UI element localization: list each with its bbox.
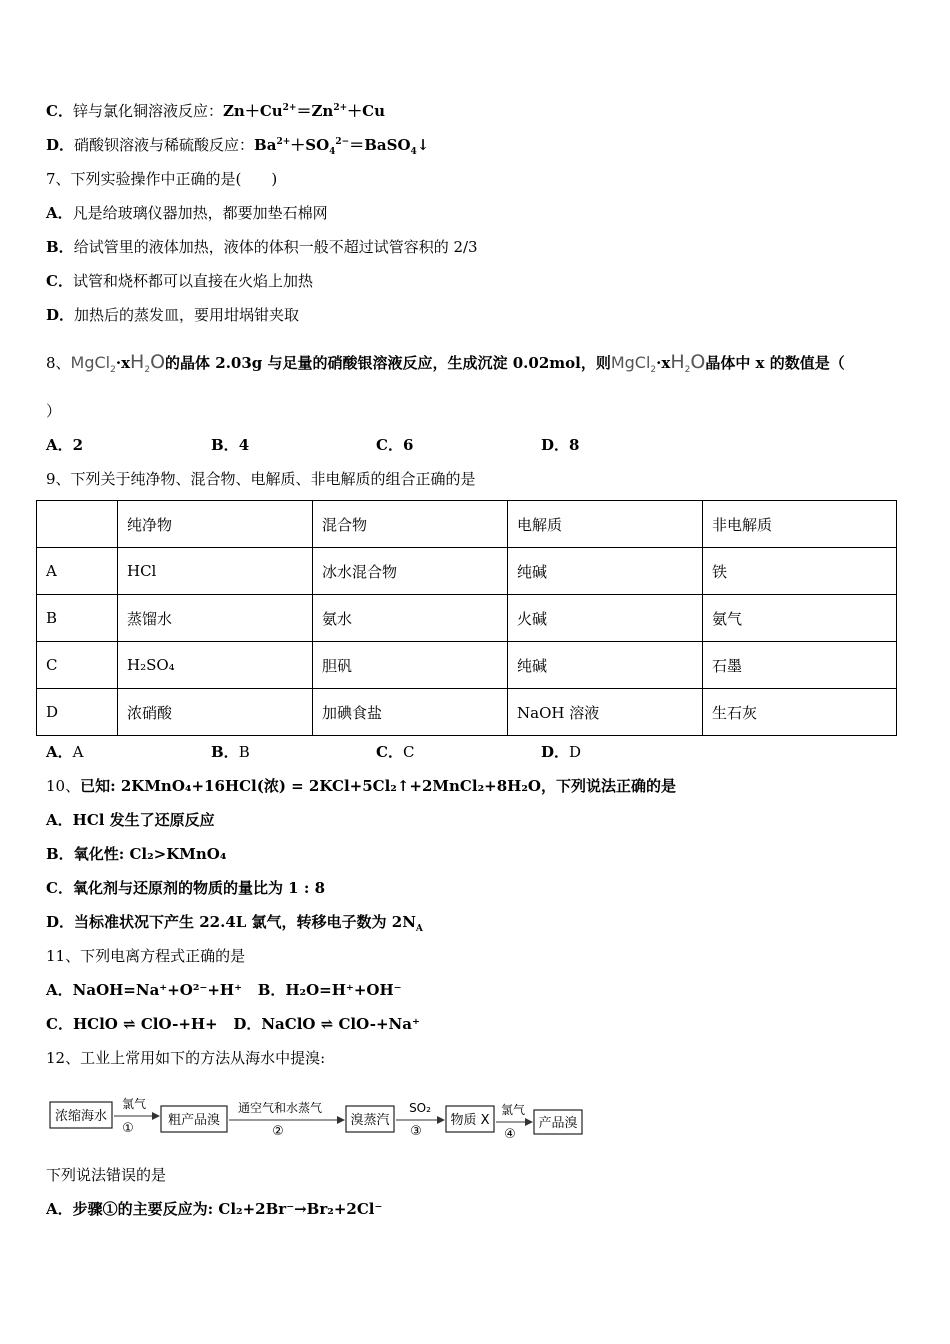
q11-option-d: D．NaClO ⇌ ClO-+Na⁺	[233, 1015, 420, 1033]
table-header-row: 纯净物 混合物 电解质 非电解质	[37, 501, 897, 548]
q11-options-ab	[46, 980, 402, 1000]
q6-option-c: C．锌与氯化铜溶液反应：$Zn+Cu^{2+}=Zn^{2+}+Cu$	[46, 102, 386, 120]
table-row: B 蒸馏水 氨水 火碱 氨气	[37, 595, 897, 642]
flow-arrow-4-top: 氯气	[500, 1103, 526, 1117]
q8-option-c: C．6	[376, 436, 414, 454]
q11-options-cd	[46, 1014, 420, 1034]
table-row: D 浓硝酸 加碘食盐 NaOH 溶液 生石灰	[37, 689, 897, 736]
flow-box-3-label: 溴蒸汽	[350, 1113, 390, 1128]
q12-stem: 12、工业上常用如下的方法从海水中提溴:	[46, 1049, 326, 1067]
table-row: A HCl 冰水混合物 纯碱 铁	[37, 548, 897, 595]
q12-option-a: A．步骤①的主要反应为: Cl₂+2Br⁻→Br₂+2Cl⁻	[46, 1200, 383, 1218]
q8-option-d: D．8	[541, 436, 580, 454]
flow-box-5-label: 产品溴	[538, 1116, 578, 1131]
q8-option-a: A．2	[46, 436, 84, 454]
flow-box-4-label: 物质 X	[450, 1113, 490, 1128]
q10-stem: 10、已知: 2KMnO₄+16HCl(浓) = 2KCl+5Cl₂↑+2MnCl₂+8H₂O，下列说法正确的是	[46, 777, 676, 795]
q10-option-b: B．氧化性: Cl₂>KMnO₄	[46, 845, 227, 863]
flow-arrow-1-bottom: ①	[122, 1121, 134, 1136]
q7-option-b: B．给试管里的液体加热，液体的体积一般不超过试管容积的 2/3	[46, 238, 478, 256]
q8-options	[46, 435, 706, 455]
q10-option-d: D．当标准状况下产生 22.4L 氯气，转移电子数为 $2N_A$	[46, 913, 423, 934]
q9-stem: 9、下列关于纯净物、混合物、电解质、非电解质的组合正确的是	[46, 470, 476, 488]
q6-option-d: D．硝酸钡溶液与稀硫酸反应：$Ba^{2+}+SO_4^{2-}=BaSO_4↓$	[46, 136, 430, 157]
h2o-formula: $H_2O$	[130, 351, 166, 376]
q11-option-a: A．NaOH=Na⁺+O²⁻+H⁺	[46, 981, 243, 999]
q8-option-b: B．4	[211, 436, 250, 454]
flow-arrow-1-top: 氯气	[121, 1097, 147, 1111]
mgcl2-formula-2: MgCl$_2$	[610, 353, 657, 376]
flow-box-2-label: 粗产品溴	[167, 1113, 221, 1128]
flow-arrow-2-bottom: ②	[272, 1124, 284, 1139]
q9-option-b: B．B	[211, 743, 250, 761]
flow-arrow-4-bottom: ④	[504, 1127, 516, 1142]
q9-option-c: C．C	[376, 743, 415, 761]
flow-arrow-3-bottom: ③	[410, 1124, 422, 1139]
q9-option-a: A．A	[46, 743, 84, 761]
flow-arrow-3-top: SO₂	[409, 1101, 431, 1115]
q12-question: 下列说法错误的是	[46, 1166, 167, 1184]
q7-option-a: A．凡是给玻璃仪器加热，都要加垫石棉网	[46, 204, 328, 222]
mgcl2-formula: MgCl$_2$	[70, 353, 116, 376]
q7-option-d: D．加热后的蒸发皿，要用坩埚钳夹取	[46, 306, 300, 324]
q10-option-a: A．HCl 发生了还原反应	[46, 811, 215, 829]
q9-options	[46, 742, 706, 762]
q7-stem: 7、下列实验操作中正确的是( )	[46, 170, 278, 188]
bromine-extraction-flowchart	[48, 1092, 588, 1144]
q7-option-c: C．试管和烧杯都可以直接在火焰上加热	[46, 272, 313, 290]
q9-option-d: D．D	[541, 743, 582, 761]
q8-stem: 8、$MgCl_2\cdot xH_2O$的晶体 2.03g 与足量的硝酸银溶液反应，生成沉淀 0.02mol，则$MgCl_2\cdot xH_2O$晶体中 x 的数值是（	[46, 351, 845, 376]
q10-option-c: C．氧化剂与还原剂的物质的量比为 1 : 8	[46, 879, 326, 897]
q9-table	[36, 500, 897, 736]
q11-option-c: C．HClO ⇌ ClO-+H+	[46, 1015, 218, 1033]
flow-arrow-2-top: 通空气和水蒸气	[237, 1101, 323, 1115]
h2o-formula-2: $H_2O$	[670, 351, 706, 376]
q11-option-b: B．H₂O=H⁺+OH⁻	[257, 981, 402, 999]
q8-stem-close: ）	[46, 402, 62, 420]
q11-stem: 11、下列电离方程式正确的是	[46, 947, 246, 965]
flow-box-1-label: 浓缩海水	[54, 1109, 108, 1124]
table-row: C H₂SO₄ 胆矾 纯碱 石墨	[37, 642, 897, 689]
